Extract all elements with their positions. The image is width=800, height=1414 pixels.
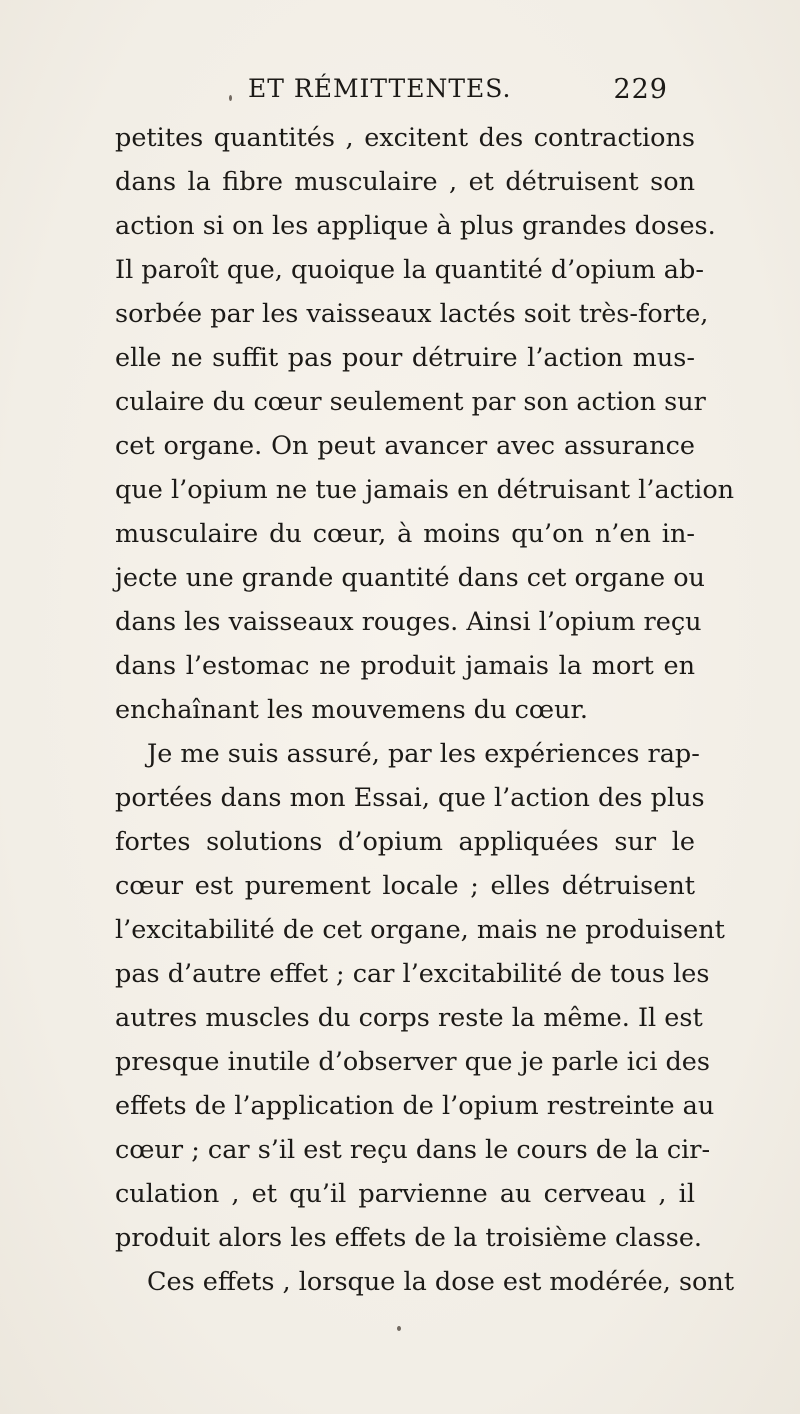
text-line: cet organe. On peut avancer avec assurance	[115, 431, 695, 461]
text-line: effets de l’application de l’opium restreinte au	[115, 1091, 715, 1121]
text-line: fortes solutions d’opium appliquées sur le	[115, 827, 695, 857]
text-line: autres muscles du corps reste la même. Il est	[115, 1003, 703, 1033]
text-line: dans les vaisseaux rouges. Ainsi l’opium reçu	[115, 607, 702, 637]
text-line: portées dans mon Essai, que l’action des plus	[115, 783, 705, 813]
text-line: pas d’autre effet ; car l’excitabilité de tous les	[115, 959, 710, 989]
paper-speck	[229, 95, 232, 101]
text-line: dans l’estomac ne produit jamais la mort en	[115, 651, 695, 681]
text-line: jecte une grande quantité dans cet organe ou	[115, 563, 705, 593]
paper-speck	[397, 1326, 401, 1331]
text-line: musculaire du cœur, à moins qu’on n’en in-	[115, 519, 695, 549]
text-line: action si on les applique à plus grandes doses.	[115, 211, 716, 241]
text-line: sorbée par les vaisseaux lactés soit très-forte,	[115, 299, 709, 329]
body-text	[115, 116, 735, 1304]
text-line: produit alors les effets de la troisième classe.	[115, 1223, 703, 1253]
text-line: cœur ; car s’il est reçu dans le cours de la cir-	[115, 1135, 711, 1165]
text-line: que l’opium ne tue jamais en détruisant l’action	[115, 475, 735, 505]
text-line: culaire du cœur seulement par son action sur	[115, 387, 706, 417]
text-line: Ces effets , lorsque la dose est modérée, sont	[147, 1267, 735, 1297]
text-line: l’excitabilité de cet organe, mais ne produisent	[115, 915, 725, 945]
text-line: presque inutile d’observer que je parle ici des	[115, 1047, 710, 1077]
text-line: cœur est purement locale ; elles détruisent	[115, 871, 695, 901]
text-line: Il paroît que, quoique la quantité d’opium ab-	[115, 255, 704, 285]
text-line: elle ne suffit pas pour détruire l’action mus-	[115, 343, 695, 373]
page-number: 229	[613, 74, 668, 105]
text-line: petites quantités , excitent des contractions	[115, 123, 695, 153]
text-line: dans la fibre musculaire , et détruisent son	[115, 167, 695, 197]
running-head	[248, 74, 668, 114]
text-line: enchaînant les mouvemens du cœur.	[115, 695, 589, 725]
text-line: culation , et qu’il parvienne au cerveau , il	[115, 1179, 695, 1209]
text-line: Je me suis assuré, par les expériences rap-	[147, 739, 700, 769]
running-title: ET RÉMITTENTES.	[248, 74, 512, 103]
